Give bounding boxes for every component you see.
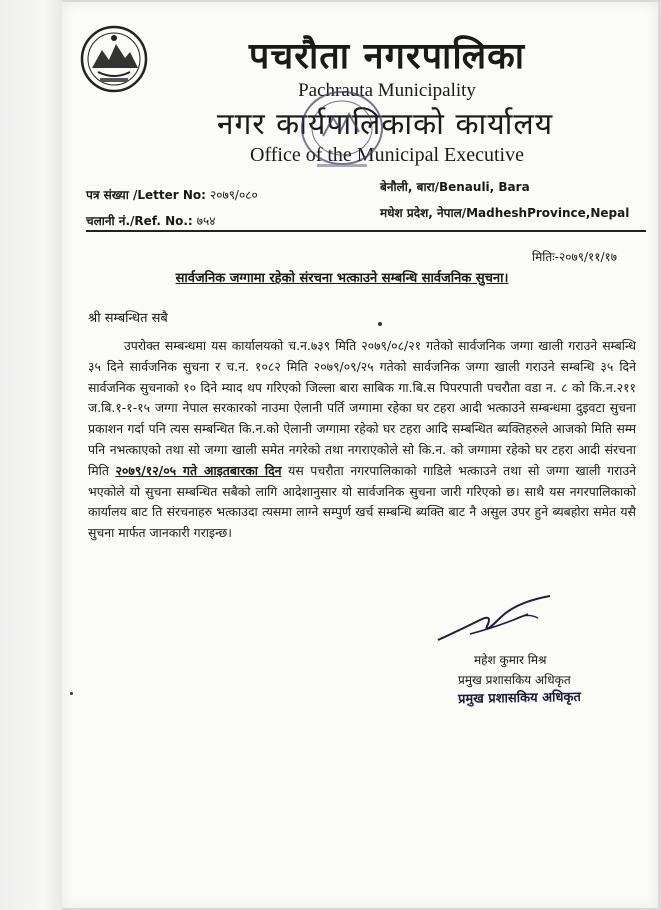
footer-bleed-through [132, 854, 632, 884]
office-seal-icon [287, 80, 397, 180]
page-edge-shadow [0, 0, 62, 910]
body-part-1: उपरोक्त सम्बन्धमा यस कार्यालयको च.न.७३९ मिति २०७९/०८/२१ गतेको सार्वजनिक जग्गा खाली गराउने सम्बन्धि ३५ दिने सार्वजनिक सुचना र च.न. १०८२ मिति २०७९/०९/२५ गतेको सार्वजनिक जग्गा खाली गराउने सम्बन्धि ३५ दिने सार्वजनिक सुचनाको १० दिने म्याद थप गरिएको जिल्ला बारा साबिक गा.बि.स पिपरपाती पचरौता वडा न. ८ को कि.न.२११ ज.बि.१-१-१५ जग्गा नेपाल सरकारको नाउमा ऐलानी पर्ति जग्गामा रहेका घर टहरा आदी भत्काउने सम्बन्धमा दुइवटा सुचना प्रकाशन गर्दा पनि त्यस सम्बन्धित कि.न.को ऐलानी जग्गामा रहेको घर टहरा आदि सम्बन्धित ब्यक्तिहरुले आजको मिति सम्म पनि नभत्काएको तथा सो जग्गा खाली समेत नगरेको तथा नगराएकोले सो कि.न. को जग्गामा रहेको घर टहरा आदी संरचना मिति [88, 338, 636, 478]
reference-number-label: चलानी नं./Ref. No.: [86, 214, 193, 228]
letter-date: मितिः-२०७९/११/१७ [532, 250, 617, 264]
signatory-stamp: प्रमुख प्रशासकिय अधिकृत [457, 689, 581, 708]
municipality-title-english: Pachrauta Municipality [298, 80, 476, 101]
reference-number [86, 212, 215, 229]
signatory-name: महेश कुमार मिश्र [474, 653, 547, 667]
signature-icon [430, 590, 570, 650]
body-part-2: यस पचरौता नगरपालिकाको गाडिले भत्काउने तथा सो जग्गा खाली गराउने भएकोले यो सुचना सम्बन्धित सबैको लागि आदेशानुसार यो सार्वजनिक सुचना जारी गरिएको छ। साथै यस नगरपालिकाको कार्यालय बाट ति संरचनाहरु भत्काउदा त्यसमा लाग्ने सम्पुर्ण खर्च सम्बन्धि ब्यक्ति बाट नै असुल उपर हुने ब्यबहोरा समेत यसै सुचना मार्फत जानकारी गराइन्छ। [88, 462, 636, 541]
speck-mark [70, 692, 73, 695]
reference-number-value: ७५४ [196, 214, 216, 228]
letter-number-label: पत्र संख्या /Letter No: [86, 188, 206, 202]
municipality-title-nepali: पचरौता नगरपालिका [248, 35, 526, 77]
letter-body [88, 336, 636, 544]
nepal-emblem-icon [78, 24, 150, 94]
address-line-1 [380, 178, 530, 195]
address-line-1-nepali: बेनौली, बारा/ [380, 180, 439, 194]
signatory-title: प्रमुख प्रशासकिय अधिकृत [458, 673, 571, 687]
address-line-2 [380, 204, 629, 221]
letter-page [62, 2, 658, 908]
address-line-2-english: MadheshProvince,Nepal [466, 206, 630, 220]
letter-number [86, 186, 258, 203]
demolition-date-highlight: २०७९/१२/०५ गते आइतबारका दिन [115, 462, 282, 478]
header-divider [86, 230, 646, 232]
letter-number-value: २०७९/०८० [209, 188, 258, 202]
speck-mark [378, 322, 382, 326]
letter-salutation: श्री सम्बन्धित सबै [88, 311, 168, 326]
office-title-english: Office of the Municipal Executive [250, 144, 524, 166]
address-line-1-english: Benauli, Bara [438, 180, 530, 194]
office-title-nepali: नगर कार्यपालिकाको कार्यालय [216, 107, 554, 142]
letter-subject: सार्वजनिक जग्गामा रहेको संरचना भत्काउने सम्बन्धि सार्वजनिक सुचना। [175, 271, 509, 286]
address-line-2-nepali: मधेश प्रदेश, नेपाल/ [380, 206, 467, 220]
